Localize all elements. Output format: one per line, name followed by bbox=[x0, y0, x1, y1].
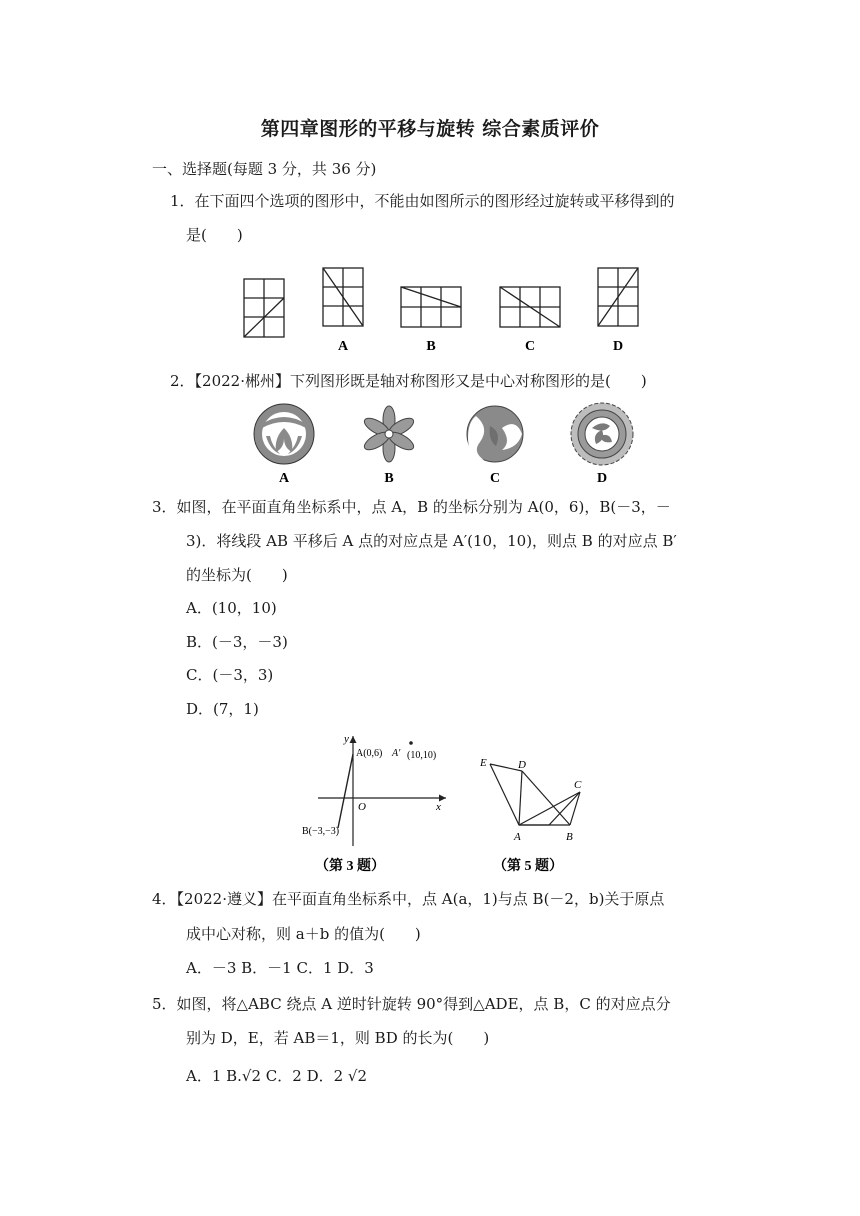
q2-option-a-figure bbox=[254, 404, 314, 464]
q1-figures bbox=[238, 262, 648, 354]
q5-line1: 5．如图，将△ABC 绕点 A 逆时针旋转 90°得到△ADE，点 B，C 的对应点分 bbox=[152, 995, 671, 1013]
point-d-label: D bbox=[518, 759, 526, 771]
q2-option-d-figure bbox=[571, 403, 633, 465]
q3-option-c: C．(－3，3) bbox=[186, 666, 274, 684]
q2-label-a: A bbox=[278, 471, 290, 486]
q2-label-c: C bbox=[489, 471, 501, 486]
q4-line2: 成中心对称，则 a＋b 的值为( ) bbox=[186, 925, 421, 943]
x-axis-label: x bbox=[436, 801, 441, 813]
section-heading: 一、选择题(每题 3 分，共 36 分) bbox=[152, 160, 377, 178]
q5-line2: 别为 D，E，若 AB＝1，则 BD 的长为( ) bbox=[186, 1029, 490, 1047]
q1-line2: 是( ) bbox=[186, 226, 243, 244]
fig5-caption: （第 5 题） bbox=[493, 859, 563, 874]
q2-figures bbox=[240, 398, 650, 488]
q2-label-b: B bbox=[384, 471, 394, 486]
q2-line1: 2．【2022·郴州】下列图形既是轴对称图形又是中心对称图形的是( ) bbox=[170, 372, 647, 390]
q3-option-a: A．(10，10) bbox=[186, 599, 277, 617]
q2-label-d: D bbox=[596, 471, 608, 486]
q1-line1: 1．在下面四个选项的图形中，不能由如图所示的图形经过旋转或平移得到的 bbox=[170, 192, 675, 210]
q3-coordinate-figure bbox=[300, 728, 460, 878]
q3-line2: 3)．将线段 AB 平移后 A 点的对应点是 A′(10，10)，则点 B 的对应点 B′ bbox=[186, 532, 677, 550]
q1-option-a-figure bbox=[323, 268, 363, 326]
point-aprime-label: A′ bbox=[392, 748, 401, 759]
point-c-label: C bbox=[574, 779, 582, 791]
q4-options: A．－3 B．－1 C．1 D．3 bbox=[186, 959, 374, 977]
point-b-label: B bbox=[566, 831, 573, 843]
q2-option-c-figure bbox=[467, 406, 523, 462]
origin-label: O bbox=[358, 801, 366, 813]
point-a-label: A bbox=[514, 831, 521, 843]
point-b-label: B(−3,−3) bbox=[302, 826, 340, 837]
q2-option-b-figure bbox=[362, 406, 416, 462]
point-aprime-coord: (10,10) bbox=[407, 750, 437, 761]
q1-original-figure bbox=[244, 279, 284, 337]
q5-triangle-figure bbox=[470, 748, 610, 878]
q1-label-a: A bbox=[337, 339, 349, 354]
q1-option-c-figure bbox=[500, 287, 560, 327]
page-title: 第四章图形的平移与旋转 综合素质评价 bbox=[260, 118, 600, 140]
q3-line3: 的坐标为( ) bbox=[186, 566, 288, 584]
q3-option-d: D．(7，1) bbox=[186, 700, 259, 718]
q1-label-b: B bbox=[426, 339, 436, 354]
fig3-caption: （第 3 题） bbox=[315, 859, 385, 874]
point-e-label: E bbox=[480, 757, 487, 769]
point-a-label: A(0,6) bbox=[356, 748, 383, 759]
q1-option-d-figure bbox=[598, 268, 638, 326]
q3-line1: 3．如图，在平面直角坐标系中，点 A，B 的坐标分别为 A(0，6)，B(－3，－ bbox=[152, 498, 671, 516]
y-axis-label: y bbox=[344, 733, 349, 745]
q1-label-d: D bbox=[612, 339, 624, 354]
q5-options: A．1 B.√2 C．2 D．2 √2 bbox=[186, 1067, 368, 1085]
q1-label-c: C bbox=[524, 339, 536, 354]
q1-option-b-figure bbox=[401, 287, 461, 327]
q3-option-b: B．(－3，－3) bbox=[186, 633, 288, 651]
q4-line1: 4．【2022·遵义】在平面直角坐标系中，点 A(a，1)与点 B(－2，b)关于原点 bbox=[152, 890, 665, 908]
